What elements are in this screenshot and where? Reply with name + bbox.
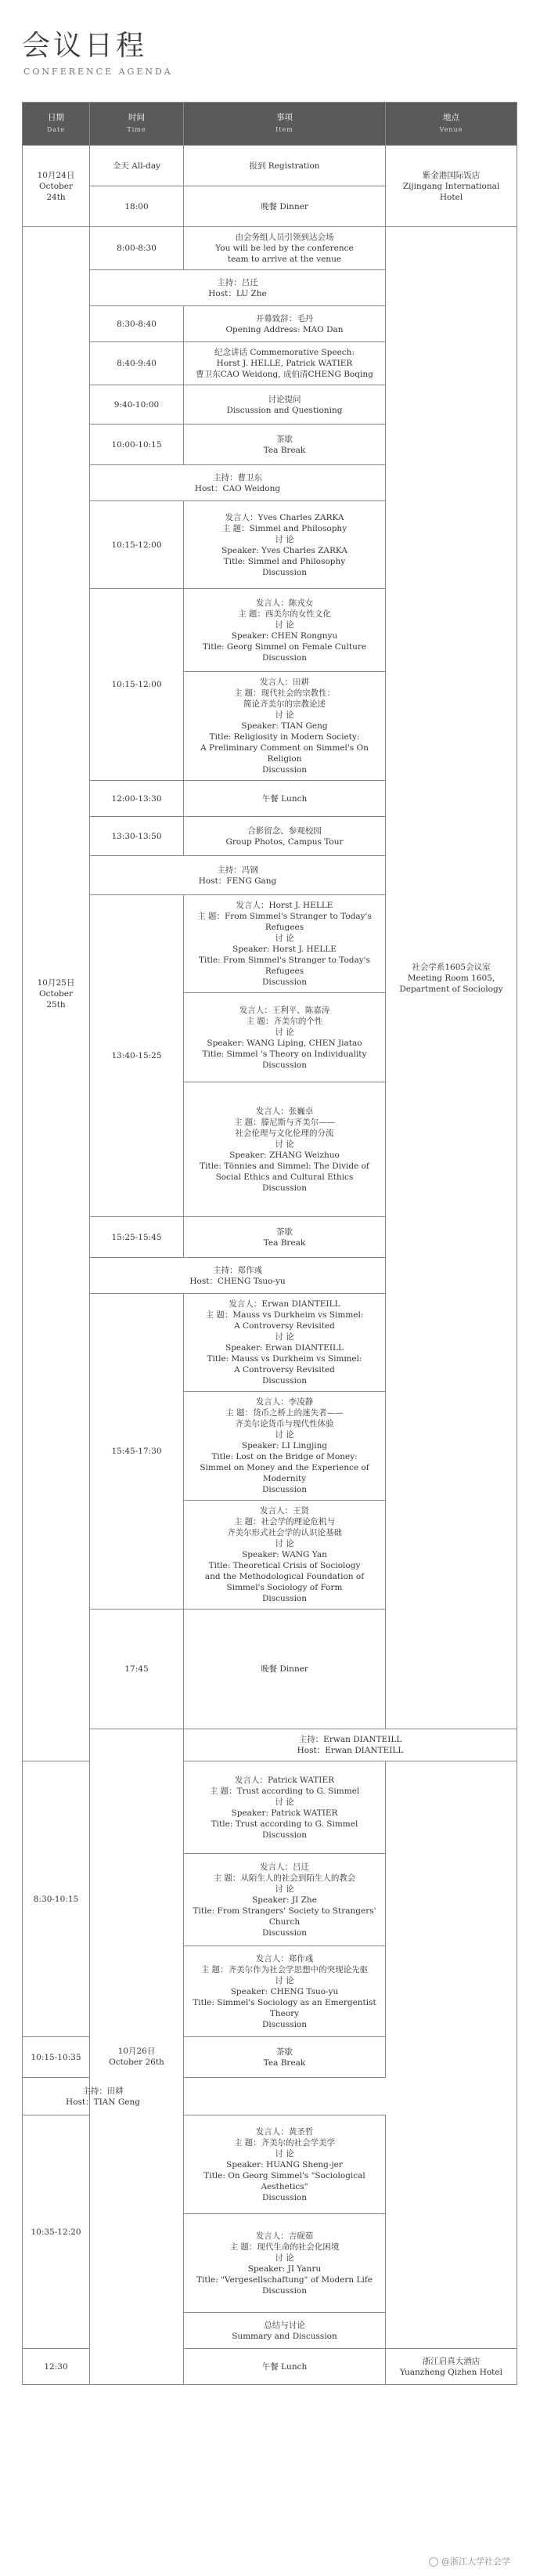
cell-line: 主持：曹卫东 xyxy=(213,472,262,482)
cell-line: A Controversy Revisited xyxy=(234,1365,335,1375)
date-cell: 10月24日 October 24th xyxy=(23,146,90,227)
item-cell xyxy=(184,1217,386,1258)
venue-cell: 社会学系1605会议室 Meeting Room 1605, Department of Sociology xyxy=(386,227,517,1729)
date-cell: 10月25日 October 25th xyxy=(23,227,90,1761)
time-cell: 17:45 xyxy=(90,1610,184,1729)
cell-line: 主 题：Simmel and Philosophy xyxy=(221,523,347,533)
item-cell xyxy=(184,993,386,1082)
item-cell xyxy=(184,342,386,385)
cell-line: 主 题：齐美尔的个性 xyxy=(246,1016,323,1026)
cell-line: Tea Break xyxy=(263,2058,306,2068)
cell-line: 主持：郑作彧 xyxy=(213,1265,262,1275)
cell-line: Discussion xyxy=(261,2285,308,2296)
cell-line: Host：CAO Weidong xyxy=(194,483,281,493)
item-cell xyxy=(184,186,386,227)
cell-line: Speaker: Yves Charles ZARKA xyxy=(221,545,347,555)
cell-line: Speaker: JI Yanru xyxy=(247,2263,322,2274)
cell-line: Speaker: TIAN Geng xyxy=(241,721,328,731)
cell-line: 茶歇 xyxy=(276,2047,293,2057)
cell-line: Tea Break xyxy=(263,445,306,455)
cell-line: 午餐 Lunch xyxy=(261,2361,308,2372)
cell-line: 晚餐 Dinner xyxy=(261,201,308,211)
time-cell: 18:00 xyxy=(90,186,184,227)
cell-line: 主持：吕迁 xyxy=(217,277,258,287)
cell-line: 发言人：Yves Charles ZARKA xyxy=(225,512,344,522)
item-cell xyxy=(184,1501,386,1610)
cell-line: Title: Tönnies and Simmel: The Divide of xyxy=(200,1161,369,1171)
weibo-icon xyxy=(429,2557,438,2567)
cell-line: 讨 论 xyxy=(275,2253,294,2263)
cell-line: Title: Simmel 's Theory on Individuality xyxy=(202,1049,367,1059)
time-cell: 10:15-12:00 xyxy=(90,501,184,589)
cell-line: 主 题：Trust according to G. Simmel xyxy=(209,1786,360,1796)
header-time: 时间 Time xyxy=(90,103,184,146)
cell-line: 由会务组人员引领到达会场 xyxy=(235,233,334,242)
cell-line: You will be led by the conference xyxy=(215,244,354,253)
cell-line: 总结与讨论 xyxy=(264,2320,305,2330)
cell-line: 主 题：滕尼斯与齐美尔—— xyxy=(233,1117,336,1127)
item-cell xyxy=(184,672,386,781)
venue-cell: 浙江启真大酒店 Yuanzheng Qizhen Hotel xyxy=(386,2349,517,2385)
cell-line: Tea Break xyxy=(263,1237,306,1248)
cell-line: Simmel on Money and the Experience of Modernity xyxy=(200,1463,369,1483)
item-cell xyxy=(184,1294,386,1392)
cell-line: 纪念讲话 Commemorative Speech: xyxy=(214,348,355,357)
cell-line: Speaker: ZHANG Weizhuo xyxy=(229,1150,340,1160)
cell-line: Host：TIAN Geng xyxy=(66,2097,140,2107)
time-cell: 8:40-9:40 xyxy=(90,342,184,385)
cell-line: 发言人：陈戎女 xyxy=(255,598,314,608)
cell-line: Title: Trust according to G. Simmel xyxy=(211,1819,358,1829)
cell-line: Host：Erwan DIANTEILL xyxy=(297,1746,404,1755)
cell-line: Speaker: Erwan DIANTEILL xyxy=(225,1343,344,1353)
cell-line: Discussion xyxy=(261,1376,308,1386)
cell-line: Title: "Vergesellschaftung" of Modern Life xyxy=(196,2274,373,2285)
cell-line: 讨 论 xyxy=(275,1430,294,1440)
item-cell xyxy=(184,2214,386,2313)
cell-line: 主持：Erwan DIANTEILL xyxy=(298,1735,402,1744)
cell-line: Opening Address: MAO Dan xyxy=(225,324,344,334)
cell-line: Discussion xyxy=(261,652,308,663)
time-cell: 13:40-15:25 xyxy=(90,895,184,1217)
cell-line: 合影留念、参观校园 xyxy=(247,826,322,836)
cell-line: Speaker: HUANG Sheng-jer xyxy=(226,2159,343,2170)
cell-line: 发言人：黄圣哲 xyxy=(255,2126,314,2137)
date-cell: 10月26日 October 26th xyxy=(90,1729,184,2385)
item-cell xyxy=(184,2115,386,2214)
item-cell xyxy=(184,425,386,465)
time-cell: 13:30-13:50 xyxy=(90,817,184,856)
cell-line: 主持：冯钢 xyxy=(217,865,258,875)
cell-line: Title: From Simmel's Stranger to Today's Refugees xyxy=(199,956,370,976)
header-item: 事项 Item xyxy=(184,103,386,146)
cell-line: A Preliminary Comment on Simmel's On Religion xyxy=(200,743,369,764)
item-cell xyxy=(184,501,386,589)
cell-line: 茶歇 xyxy=(276,1227,293,1237)
time-cell: 全天 All-day xyxy=(90,146,184,186)
cell-line: and the Methodological Foundation of xyxy=(204,1572,365,1581)
cell-line: 主 题：从陌生人的社会到陌生人的教会 xyxy=(213,1873,356,1883)
cell-line: 讨 论 xyxy=(275,1332,294,1342)
cell-line: Speaker: LI Lingjing xyxy=(241,1441,328,1451)
cell-line: Summary and Discussion xyxy=(232,2331,337,2341)
cell-line: 社会伦理与文化伦理的分流 xyxy=(235,1128,334,1138)
cell-line: Discussion xyxy=(261,1060,308,1070)
cell-line: 发言人：王贤 xyxy=(260,1506,309,1516)
footer-watermark: @浙江大学社会学 xyxy=(429,2555,510,2567)
item-cell xyxy=(184,1946,386,2037)
host-cell xyxy=(90,270,386,306)
cell-line: Title: From Strangers' Society to Strangers' Church xyxy=(193,1906,376,1927)
host-cell xyxy=(184,1729,517,1761)
cell-line: Title: Mauss vs Durkheim vs Simmel: xyxy=(207,1354,362,1364)
cell-line: 发言人：王利平、陈嘉涛 xyxy=(239,1005,330,1015)
cell-line: Discussion xyxy=(261,977,308,987)
cell-line: Discussion xyxy=(261,1485,308,1494)
item-cell xyxy=(184,227,386,270)
cell-line: 主 题：齐美尔作为社会学思想中的突现论先驱 xyxy=(200,1964,369,1974)
time-cell: 12:30 xyxy=(23,2349,90,2385)
cell-line: 讨 论 xyxy=(275,710,294,720)
cell-line: 讨 论 xyxy=(275,1797,294,1807)
cell-line: 讨 论 xyxy=(275,1975,294,1985)
cell-line: Title: On Georg Simmel's "Sociological Aesthetics" xyxy=(203,2170,365,2191)
time-cell: 12:00-13:30 xyxy=(90,781,184,817)
cell-line: 主 题：Mauss vs Durkheim vs Simmel: xyxy=(205,1310,364,1320)
page-title: 会议日程 xyxy=(22,30,148,62)
cell-line: 发言人：Patrick WATIER xyxy=(234,1775,335,1785)
time-cell: 8:00-8:30 xyxy=(90,227,184,270)
time-cell: 10:00-10:15 xyxy=(90,425,184,465)
cell-line: Speaker: JI Zhe xyxy=(252,1895,317,1905)
item-cell xyxy=(184,1392,386,1501)
cell-line: 讨 论 xyxy=(275,534,294,544)
cell-line: 讨 论 xyxy=(275,1027,294,1037)
time-cell: 15:45-17:30 xyxy=(90,1294,184,1610)
time-cell: 9:40-10:00 xyxy=(90,385,184,425)
item-cell xyxy=(184,589,386,672)
cell-line: Title: Simmel's Sociology as an Emergentist Theory xyxy=(193,1997,376,2018)
cell-line: Speaker: CHENG Tsuo-yu xyxy=(230,1986,339,1996)
host-row xyxy=(23,2078,517,2115)
cell-line: Discussion xyxy=(261,1183,308,1193)
cell-line: Discussion xyxy=(261,1927,308,1938)
cell-line: 简论齐美尔的宗教论述 xyxy=(243,699,326,709)
table-header-row xyxy=(23,103,517,146)
header-venue: 地点 Venue xyxy=(386,103,517,146)
cell-line: Simmel's Sociology of Form xyxy=(226,1583,343,1592)
cell-line: Discussion xyxy=(261,1594,308,1603)
item-cell xyxy=(184,817,386,856)
cell-line: Title: Lost on the Bridge of Money: xyxy=(211,1452,358,1461)
cell-line: 讨 论 xyxy=(275,620,294,630)
cell-line: Group Photos, Campus Tour xyxy=(225,836,344,847)
cell-line: 茶歇 xyxy=(276,434,293,444)
cell-line: 主 题：齐美尔的社会学美学 xyxy=(233,2137,336,2148)
cell-line: Title: Georg Simmel on Female Culture xyxy=(202,641,367,652)
time-cell: 10:15-10:35 xyxy=(23,2037,90,2078)
item-cell xyxy=(184,146,386,186)
item-cell xyxy=(184,1854,386,1946)
item-cell xyxy=(184,306,386,342)
host-row xyxy=(23,1729,517,1761)
item-cell xyxy=(184,2313,386,2349)
cell-line: 讨 论 xyxy=(275,1139,294,1149)
cell-line: 主 题：西美尔的女性文化 xyxy=(238,609,331,619)
cell-line: team to arrive at the venue xyxy=(227,255,342,264)
cell-line: Discussion xyxy=(261,2192,308,2202)
cell-line: Title: Simmel and Philosophy xyxy=(223,556,346,566)
item-cell xyxy=(184,781,386,817)
cell-line: 主 题：From Simmel's Stranger to Today's Refugees xyxy=(197,912,372,932)
cell-line: 发言人：田耕 xyxy=(260,677,309,687)
time-cell: 8:30-10:15 xyxy=(23,1761,90,2037)
item-cell xyxy=(184,1610,386,1729)
time-cell: 8:30-8:40 xyxy=(90,306,184,342)
table-row xyxy=(23,146,517,186)
agenda-table xyxy=(22,102,517,2385)
cell-line: Host：CHENG Tsuo-yu xyxy=(189,1276,286,1286)
cell-line: Discussion xyxy=(261,1830,308,1840)
cell-line: 发言人：Erwan DIANTEILL xyxy=(229,1299,340,1309)
cell-line: Social Ethics and Cultural Ethics xyxy=(215,1172,354,1182)
cell-line: 讨 论 xyxy=(275,934,294,943)
cell-line: 讨 论 xyxy=(275,1884,294,1894)
cell-line: 晚餐 Dinner xyxy=(261,1664,308,1674)
cell-line: 主 题：现代社会的宗教性： xyxy=(233,688,336,698)
cell-line: A Controversy Revisited xyxy=(234,1321,335,1331)
cell-line: 报到 Registration xyxy=(249,161,320,171)
cell-line: Discussion xyxy=(261,2019,308,2029)
cell-line: 开幕致辞：毛丹 xyxy=(255,313,314,323)
host-cell xyxy=(90,856,386,895)
cell-line: 发言人：李凌静 xyxy=(255,1397,314,1407)
host-cell xyxy=(23,2078,184,2115)
cell-line: Horst J. HELLE, Patrick WATIER xyxy=(216,359,353,368)
cell-line: 主持：田耕 xyxy=(82,2086,124,2096)
item-cell xyxy=(184,1082,386,1217)
item-cell xyxy=(184,2349,386,2385)
cell-line: 主 题：社会学的理论危机与 xyxy=(233,1517,336,1526)
page-subtitle: CONFERENCE AGENDA xyxy=(23,67,173,77)
cell-line: 主 题：现代生命的社会化困境 xyxy=(229,2242,340,2252)
cell-line: 讨 论 xyxy=(275,1539,294,1548)
cell-line: 发言人：郑作彧 xyxy=(255,1953,314,1964)
cell-line: Speaker: Patrick WATIER xyxy=(231,1808,338,1818)
cell-line: Discussion xyxy=(261,567,308,577)
item-cell xyxy=(184,2037,386,2078)
cell-line: 曹卫东CAO Weidong, 成伯清CHENG Boqing xyxy=(196,370,373,379)
host-cell xyxy=(90,465,386,501)
cell-line: Speaker: Horst J. HELLE xyxy=(232,945,337,954)
cell-line: Speaker: WANG Yan xyxy=(242,1550,327,1559)
cell-line: 发言人：Horst J. HELLE xyxy=(236,901,333,910)
venue-cell: 紫金港国际饭店 Zijingang International Hotel xyxy=(386,146,517,227)
cell-line: Speaker: WANG Liping, CHEN Jiatao xyxy=(207,1038,362,1048)
cell-line: 主 题：货币之桥上的迷失者—— xyxy=(225,1408,344,1418)
cell-line: Title: Religiosity in Modern Society: xyxy=(209,732,360,742)
time-cell: 15:25-15:45 xyxy=(90,1217,184,1258)
time-cell: 10:15-12:00 xyxy=(90,589,184,781)
item-cell xyxy=(184,895,386,993)
cell-line: 讨 论 xyxy=(275,2148,294,2159)
cell-line: Title: Theoretical Crisis of Sociology xyxy=(208,1561,361,1570)
time-cell: 10:35-12:20 xyxy=(23,2115,90,2349)
host-cell xyxy=(90,1258,386,1294)
cell-line: Discussion and Questioning xyxy=(226,405,343,415)
header-date: 日期 Date xyxy=(23,103,90,146)
cell-line: 发言人：吕迁 xyxy=(260,1862,309,1872)
cell-line: Discussion xyxy=(261,765,308,775)
item-cell xyxy=(184,1761,386,1854)
cell-line: 齐美尔形式社会学的认识论基础 xyxy=(227,1528,342,1537)
cell-line: Host：LU Zhe xyxy=(208,288,267,298)
cell-line: Host：FENG Gang xyxy=(198,876,277,886)
cell-line: 讨论提问 xyxy=(268,394,301,404)
cell-line: 午餐 Lunch xyxy=(261,793,308,804)
cell-line: 齐美尔论货币与现代性体验 xyxy=(235,1419,334,1429)
item-cell xyxy=(184,385,386,425)
cell-line: 发言人：吉砚茹 xyxy=(255,2231,314,2241)
cell-line: 发言人：张巍卓 xyxy=(255,1106,314,1116)
table-row xyxy=(23,227,517,270)
cell-line: Speaker: CHEN Rongnyu xyxy=(231,630,338,641)
